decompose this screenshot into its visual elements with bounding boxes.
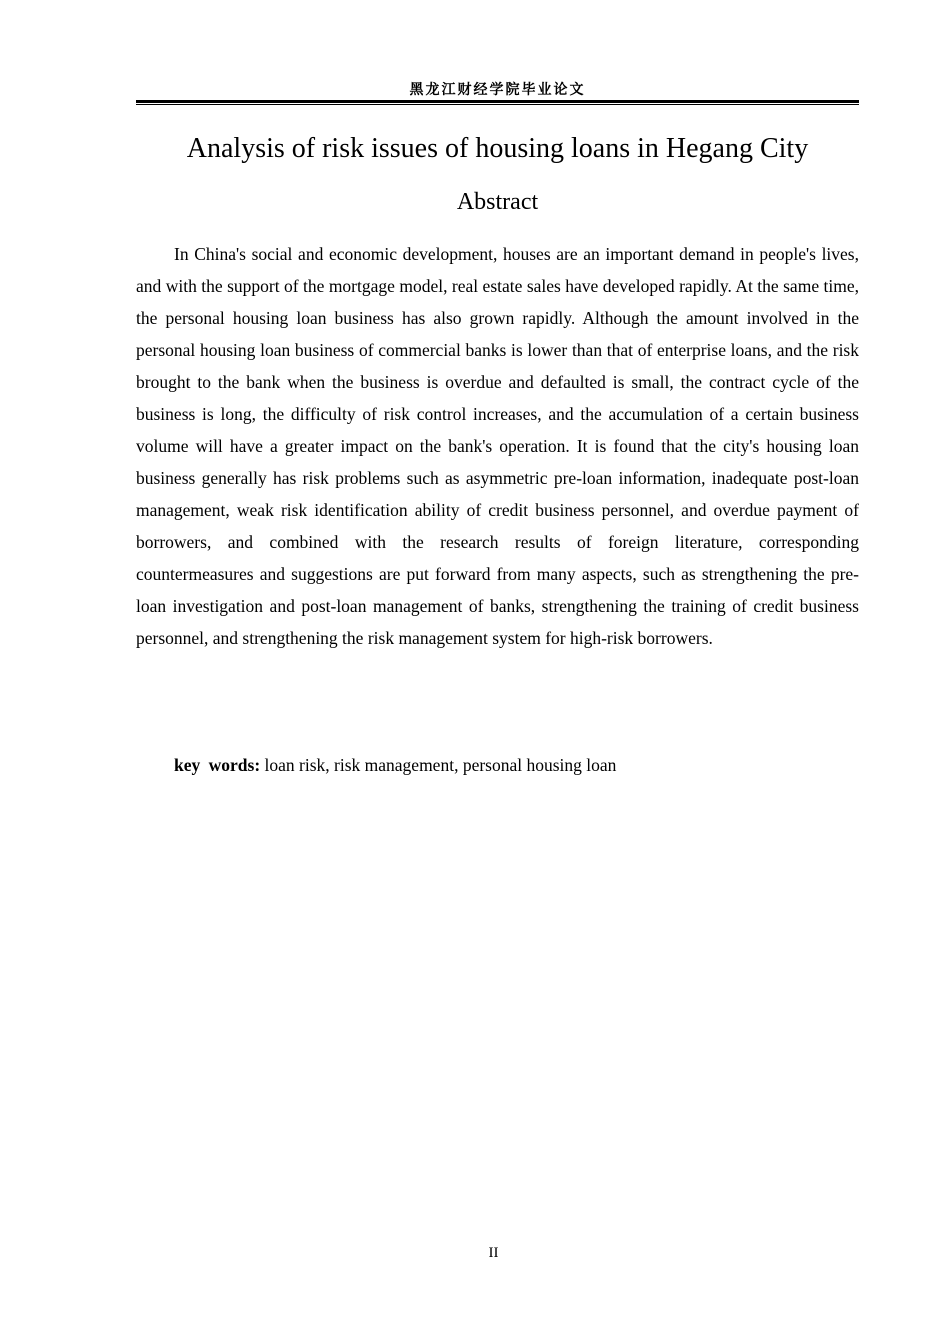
page-number: II xyxy=(488,1245,499,1261)
running-header: 黑龙江财经学院毕业论文 xyxy=(409,82,586,98)
header-rule-thick xyxy=(136,100,859,103)
keywords-label: key words: xyxy=(174,755,261,775)
header-rule-thin xyxy=(136,104,859,105)
keywords-value: loan risk, risk management, personal housing loan xyxy=(264,755,617,775)
abstract-heading: Abstract xyxy=(456,189,539,215)
document-title: Analysis of risk issues of housing loans in Hegang City xyxy=(186,133,809,164)
keywords-line xyxy=(174,749,859,781)
abstract-paragraph: In China's social and economic development, houses are an important demand in people's lives, and with the support of the mortgage model, real estate sales have developed rapidly. At the same time, the personal housing loan business has also grown rapidly. Although the amount involved in the personal housing loan business of commercial banks is lower than that of enterprise loans, and the risk brought to the bank when the business is overdue and defaulted is small, the contract cycle of the business is long, the difficulty of risk control increases, and the accumulation of a certain business volume will have a greater impact on the bank's operation. It is found that the city's housing loan business generally has risk problems such as asymmetric pre-loan information, inadequate post-loan management, weak risk identification ability of credit business personnel, and overdue payment of borrowers, and combined with the research results of foreign literature, corresponding countermeasures and suggestions are put forward from many aspects, such as strengthening the pre-loan investigation and post-loan management of banks, strengthening the training of credit business personnel, and strengthening the risk management system for high-risk borrowers. xyxy=(136,244,859,648)
